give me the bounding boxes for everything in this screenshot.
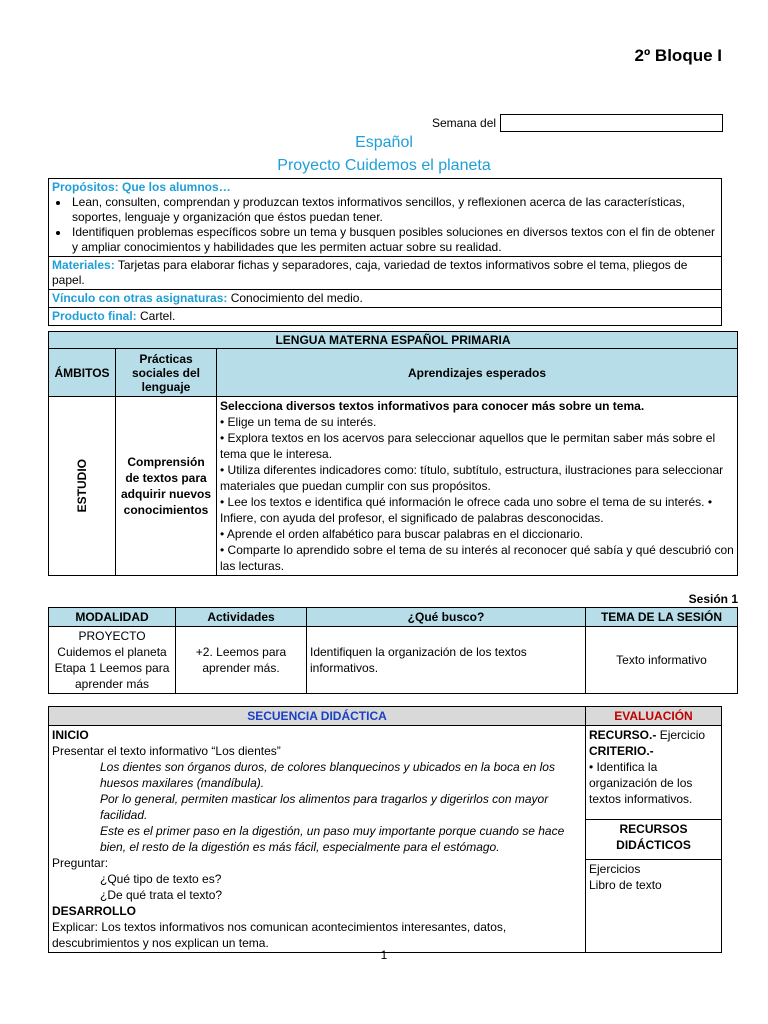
project-title: Proyecto Cuidemos el planeta [277,157,491,174]
criterio-text: • Identifica la organización de los textos informativos. [589,760,693,806]
paragraph-3: Este es el primer paso en la digestión, un paso muy importante porque cuando se hace bien, el resto de la digestión es más fácil, especialmente para el estómago. [100,824,565,854]
proposito-item: • Identifiquen problemas específicos sobre un tema y busquen posibles soluciones en diversos textos con el fin de obtener y ampliar conocimientos y habilidades que les permiten actuar sobre su realidad. [70,225,718,255]
producto-row [49,308,721,325]
preguntar-label: Preguntar: [52,856,109,870]
paragraph-1: Los dientes son órganos duros, de colores blanquecinos y ubicados en la boca en los huesos maxilares (mandíbula). [100,760,555,790]
modalidad-cell: PROYECTO Cuidemos el planeta Etapa 1 Leemos para aprender más [49,627,176,694]
page-number: 1 [380,948,388,962]
inicio-label: INICIO [52,728,89,742]
criterio-label: CRITERIO.- [589,744,654,758]
aprendizaje-item: • Explora textos en los acervos para seleccionar aquellos que le permitan saber más sobre el tema que le interesa. [220,431,716,461]
secuencia-body [49,726,586,953]
recursos-cell [586,860,722,953]
aprendizaje-item: • Elige un tema de su interés. [220,415,377,429]
presentar-text: Presentar el texto informativo “Los dientes” [52,744,281,758]
recurso-cell [586,726,722,820]
vinculo-label: Vínculo con otras asignaturas: [52,291,228,305]
busco-cell: Identifiquen la organización de los textos informativos. [307,627,586,694]
question-1: ¿Qué tipo de texto es? [100,872,222,886]
desarrollo-label: DESARROLLO [52,904,136,918]
actividades-cell: +2. Leemos para aprender más. [176,627,307,694]
sesion-label: Sesión 1 [688,592,738,606]
proposito-item: • Lean, consulten, comprendan y produzcan textos informativos sencillos, y reflexionen acerca de las características, soportes, lenguaje y organización que éstos puedan tener. [70,195,718,225]
vinculo-row [49,290,721,308]
paragraph-2: Por lo general, permiten masticar los alimentos para tragarlos y digerirlos con mayor facilidad. [100,792,549,822]
propositos-row [49,179,721,257]
evaluacion-title: EVALUACIÓN [586,707,722,726]
col-actividades: Actividades [176,608,307,627]
recursos-item: Libro de texto [589,878,662,892]
aprendizaje-item: • Comparte lo aprendido sobre el tema de su interés al reconocer qué sabía y qué descubrió con las lecturas. [220,543,734,573]
recursos-title: RECURSOS DIDÁCTICOS [586,820,722,860]
aprendizaje-item: • Lee los textos e identifica qué información le ofrece cada uno sobre el tema de su interés. • Infiere, con ayuda del profesor, el significado de palabras desconocidas. [220,495,713,525]
ambito-label: ESTUDIO [75,459,89,513]
practica-cell: Comprensión de textos para adquirir nuevos conocimientos [116,397,217,576]
explicar-text: Explicar: Los textos informativos nos comunican acontecimientos interesantes, datos, descubrimientos y nos explican un tema. [52,920,507,950]
propositos-list [52,195,718,255]
materiales-text: Tarjetas para elaborar fichas y separadores, caja, variedad de textos informativos sobre el tema, pliegos de papel. [52,258,688,287]
col-tema: TEMA DE LA SESIÓN [586,608,738,627]
aprendizaje-item: • Aprende el orden alfabético para buscar palabras en el diccionario. [220,527,584,541]
secuencia-title: SECUENCIA DIDÁCTICA [49,707,586,726]
aprendizajes-cell [217,397,738,576]
question-2: ¿De qué trata el texto? [100,888,223,902]
recurso-text: Ejercicio [659,728,706,742]
lengua-table [48,331,738,576]
col-modalidad: MODALIDAD [49,608,176,627]
recurso-label: RECURSO.- [589,728,657,742]
subject-title: Español [355,134,413,151]
recursos-item: Ejercicios [589,862,641,876]
aprendizajes-list [220,414,734,574]
aprendizaje-title: Selecciona diversos textos informativos para conocer más sobre un tema. [220,399,645,413]
col-aprendizajes: Aprendizajes esperados [217,349,738,397]
secuencia-table [48,706,722,953]
ambito-cell [49,397,116,576]
col-ambitos: ÁMBITOS [49,349,116,397]
producto-label: Producto final: [52,309,137,323]
producto-text: Cartel. [140,309,176,323]
tema-cell: Texto informativo [586,627,738,694]
bloque-label: 2º Bloque I [634,46,722,65]
vinculo-text: Conocimiento del medio. [230,291,363,305]
propositos-label: Propósitos: Que los alumnos… [52,180,231,194]
propositos-box [48,178,722,326]
semana-field[interactable] [500,114,723,132]
col-practicas: Prácticas sociales del lenguaje [116,349,217,397]
materiales-label: Materiales: [52,258,115,272]
col-busco: ¿Qué busco? [307,608,586,627]
semana-label: Semana del [432,116,497,130]
sesion-table [48,607,738,694]
lengua-title: LENGUA MATERNA ESPAÑOL PRIMARIA [49,332,738,349]
aprendizaje-item: • Utiliza diferentes indicadores como: título, subtítulo, estructura, ilustraciones para seleccionar materiales que puedan cumplir con sus propósitos. [220,463,724,493]
materiales-row [49,257,721,290]
